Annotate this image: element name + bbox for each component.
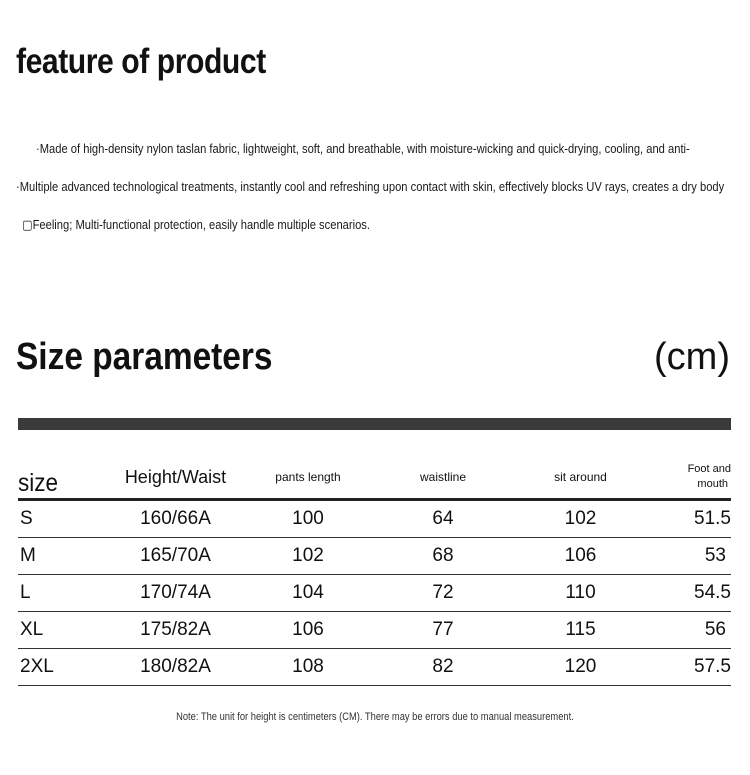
- feature-line-3: ▢Feeling; Multi-functional protection, easily handle multiple scenarios.: [22, 217, 371, 232]
- cell-pants-length: 104: [243, 575, 373, 612]
- cell-waistline: 77: [373, 612, 513, 649]
- table-row: [18, 649, 731, 686]
- header-foot-mouth-line1: Foot and: [687, 463, 731, 475]
- cell-pants-length: 106: [243, 612, 373, 649]
- table-row: [18, 612, 731, 649]
- table-row: [18, 500, 731, 538]
- cell-sit-around: 102: [513, 500, 648, 538]
- feature-line-1: ·Made of high-density nylon taslan fabric, lightweight, soft, and breathable, with moisture-wicking and quick-drying, cooling, and anti-: [36, 141, 690, 156]
- cell-size: L: [18, 575, 108, 612]
- header-pants-length: pants length: [243, 456, 373, 500]
- cell-waistline: 64: [373, 500, 513, 538]
- section-divider-bar: [18, 418, 731, 430]
- unit-label: (cm): [654, 336, 730, 378]
- cell-size: 2XL: [18, 649, 108, 686]
- cell-foot-mouth: 53: [648, 538, 731, 575]
- header-foot-mouth-line2: mouth: [697, 478, 728, 490]
- table-row: [18, 575, 731, 612]
- cell-size: M: [18, 538, 108, 575]
- header-size: size: [18, 456, 108, 500]
- cell-height-waist: 165/70A: [108, 538, 243, 575]
- measurement-note: Note: The unit for height is centimeters (CM). There may be errors due to manual measurement.: [176, 711, 574, 723]
- cell-sit-around: 120: [513, 649, 648, 686]
- cell-waistline: 72: [373, 575, 513, 612]
- cell-foot-mouth: 56: [648, 612, 731, 649]
- header-sit-around: sit around: [513, 456, 648, 500]
- cell-foot-mouth: 57.5: [648, 649, 731, 686]
- size-parameters-title: Size parameters: [16, 336, 273, 378]
- header-height-waist: Height/Waist: [108, 456, 243, 500]
- feature-title: feature of product: [16, 42, 266, 81]
- header-foot-mouth: [648, 456, 731, 500]
- cell-height-waist: 160/66A: [108, 500, 243, 538]
- cell-height-waist: 180/82A: [108, 649, 243, 686]
- header-waistline: waistline: [373, 456, 513, 500]
- size-table: [18, 456, 731, 686]
- cell-height-waist: 170/74A: [108, 575, 243, 612]
- cell-foot-mouth: 54.5: [648, 575, 731, 612]
- size-table-header-row: [18, 456, 731, 500]
- table-row: [18, 538, 731, 575]
- cell-sit-around: 110: [513, 575, 648, 612]
- cell-size: XL: [18, 612, 108, 649]
- cell-waistline: 82: [373, 649, 513, 686]
- cell-height-waist: 175/82A: [108, 612, 243, 649]
- cell-waistline: 68: [373, 538, 513, 575]
- cell-size: S: [18, 500, 108, 538]
- cell-pants-length: 108: [243, 649, 373, 686]
- feature-line-2: ·Multiple advanced technological treatments, instantly cool and refreshing upon contact with skin, effectively blocks UV rays, creates a dry body: [16, 179, 725, 194]
- cell-pants-length: 100: [243, 500, 373, 538]
- cell-sit-around: 115: [513, 612, 648, 649]
- cell-sit-around: 106: [513, 538, 648, 575]
- cell-foot-mouth: 51.5: [648, 500, 731, 538]
- cell-pants-length: 102: [243, 538, 373, 575]
